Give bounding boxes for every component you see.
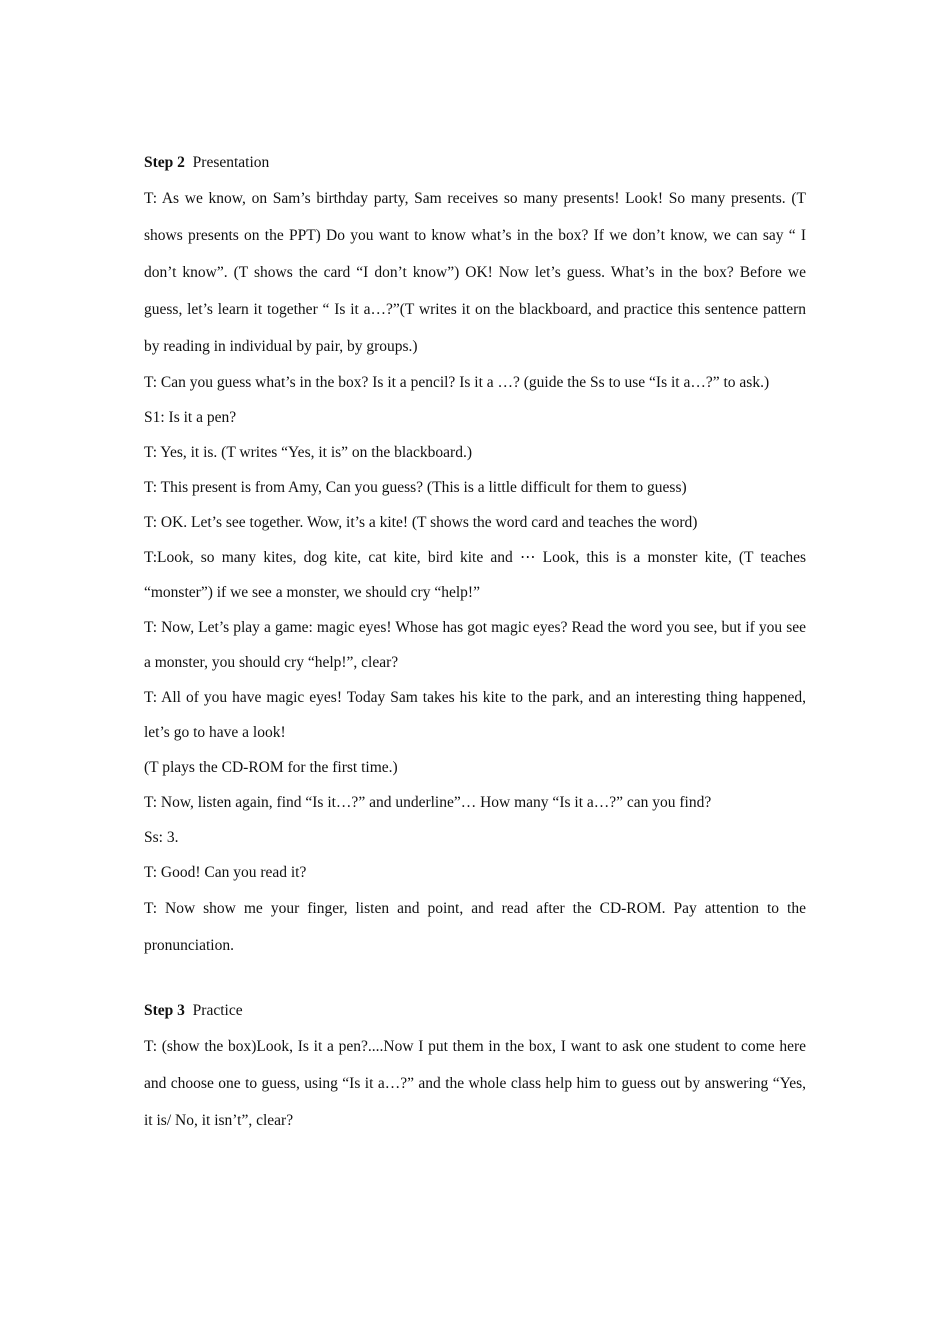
step-3-heading [144, 998, 806, 1024]
step-2-title: Presentation [192, 154, 270, 171]
paragraph-presents: T: As we know, on Sam’s birthday party, Sam receives so many presents! Look! So many presents. (T shows presents on the PPT) Do you want to know what’s in the box? If we don’t know, we can say “ I don’t know”. (T shows the card “I don’t know”) OK! Now let’s guess. What’s in the box? Before we guess, let’s learn it together “ Is it a…?”(T writes it on the blackboard, and practice this sentence pattern by reading in individual by pair, by groups.) [144, 190, 806, 355]
step-2-heading [144, 150, 806, 176]
paragraph-magic-eyes-game: T: Now, Let’s play a game: magic eyes! Whose has got magic eyes? Read the word you see, but if you see a monster, you should cry “help!”, clear? [144, 619, 806, 671]
paragraph-pronunciation: T: Now show me your finger, listen and point, and read after the CD-ROM. Pay attention to the pronunciation. [144, 900, 806, 954]
document-page [144, 150, 806, 1139]
paragraph-guess-box: T: Can you guess what’s in the box? Is it a pencil? Is it a …? (guide the Ss to use “Is it a…?” to ask.) [144, 374, 770, 391]
paragraph-amy-present: T: This present is from Amy, Can you guess? (This is a little difficult for them to guess) [144, 479, 687, 496]
step-3-label: Step 3 [144, 1002, 185, 1019]
paragraph-park: T: All of you have magic eyes! Today Sam takes his kite to the park, and an interesting thing happened, let’s go to have a look! [144, 689, 806, 741]
step-2-label: Step 2 [144, 154, 185, 171]
paragraph-practice-box: T: (show the box)Look, Is it a pen?....Now I put them in the box, I want to ask one student to come here and choose one to guess, using “Is it a…?” and the whole class help him to guess out by answering “Yes, it is/ No, it isn’t”, clear? [144, 1038, 806, 1129]
step-3-title: Practice [192, 1002, 243, 1019]
paragraph-cd-rom-first: (T plays the CD-ROM for the first time.) [144, 759, 398, 776]
paragraph-ss-answer: Ss: 3. [144, 829, 179, 846]
paragraph-s1-question: S1: Is it a pen? [144, 409, 237, 426]
paragraph-monster-kite: T:Look, so many kites, dog kite, cat kite, bird kite and ⋯ Look, this is a monster kite, (T teaches “monster”) if we see a monster, we should cry “help!” [144, 549, 806, 601]
paragraph-listen-again: T: Now, listen again, find “Is it…?” and underline”… How many “Is it a…?” can you find? [144, 794, 712, 811]
paragraph-yes-it-is: T: Yes, it is. (T writes “Yes, it is” on the blackboard.) [144, 444, 473, 461]
paragraph-read-it: T: Good! Can you read it? [144, 864, 307, 881]
section-gap [144, 964, 806, 998]
paragraph-kite: T: OK. Let’s see together. Wow, it’s a kite! (T shows the word card and teaches the word) [144, 514, 698, 531]
